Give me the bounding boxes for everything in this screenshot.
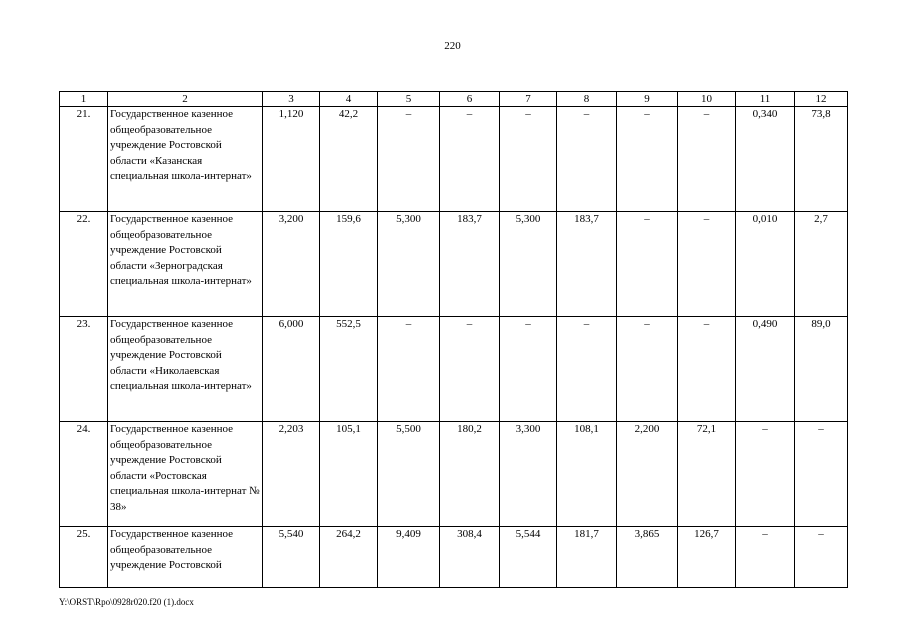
table-cell: 73,8 bbox=[795, 107, 848, 212]
header-cell: 1 bbox=[60, 92, 108, 107]
table-cell: 0,340 bbox=[736, 107, 795, 212]
table-cell: – bbox=[795, 422, 848, 527]
table-cell: – bbox=[378, 317, 440, 422]
table-cell: 72,1 bbox=[678, 422, 736, 527]
table-cell: 0,490 bbox=[736, 317, 795, 422]
header-row bbox=[60, 92, 848, 107]
table-row bbox=[60, 212, 848, 317]
table-cell: 2,200 bbox=[617, 422, 678, 527]
header-cell: 8 bbox=[557, 92, 617, 107]
row-number: 24. bbox=[60, 422, 108, 527]
header-cell: 5 bbox=[378, 92, 440, 107]
header-cell: 2 bbox=[108, 92, 263, 107]
data-table bbox=[59, 91, 848, 588]
table-cell: 0,010 bbox=[736, 212, 795, 317]
table-cell: – bbox=[678, 212, 736, 317]
table-cell: 5,540 bbox=[263, 527, 320, 588]
header-cell: 10 bbox=[678, 92, 736, 107]
table-row bbox=[60, 422, 848, 527]
institution-name: Государственное казенное общеобразовательное учреждение Ростовской bbox=[108, 527, 263, 588]
footer-file-path: Y:\ORST\Rpo\0928r020.f20 (1).docx bbox=[59, 597, 194, 607]
table-cell: 5,300 bbox=[378, 212, 440, 317]
header-cell: 3 bbox=[263, 92, 320, 107]
header-cell: 4 bbox=[320, 92, 378, 107]
table-cell: 180,2 bbox=[440, 422, 500, 527]
row-number: 23. bbox=[60, 317, 108, 422]
table-row bbox=[60, 317, 848, 422]
table-cell: – bbox=[557, 317, 617, 422]
table-cell: 126,7 bbox=[678, 527, 736, 588]
table-cell: – bbox=[378, 107, 440, 212]
table-cell: 89,0 bbox=[795, 317, 848, 422]
table-cell: 183,7 bbox=[440, 212, 500, 317]
table-cell: 181,7 bbox=[557, 527, 617, 588]
table-cell: – bbox=[736, 422, 795, 527]
table-cell: 2,7 bbox=[795, 212, 848, 317]
table-cell: – bbox=[617, 107, 678, 212]
table-row bbox=[60, 527, 848, 588]
row-number: 22. bbox=[60, 212, 108, 317]
table-cell: – bbox=[440, 107, 500, 212]
table-cell: 159,6 bbox=[320, 212, 378, 317]
table-cell: – bbox=[617, 317, 678, 422]
institution-name: Государственное казенное общеобразовательное учреждение Ростовской области «Ростовская специальная школа-интернат № 38» bbox=[108, 422, 263, 527]
table-cell: 5,500 bbox=[378, 422, 440, 527]
table-cell: 5,544 bbox=[500, 527, 557, 588]
table-cell: 552,5 bbox=[320, 317, 378, 422]
table-cell: – bbox=[736, 527, 795, 588]
table-cell: – bbox=[500, 317, 557, 422]
institution-name: Государственное казенное общеобразовательное учреждение Ростовской области «Николаевская специальная школа-интернат» bbox=[108, 317, 263, 422]
header-cell: 9 bbox=[617, 92, 678, 107]
table-cell: – bbox=[440, 317, 500, 422]
table-cell: 308,4 bbox=[440, 527, 500, 588]
table-row bbox=[60, 107, 848, 212]
table-cell: 105,1 bbox=[320, 422, 378, 527]
page-number: 220 bbox=[444, 40, 461, 52]
table-cell: 3,200 bbox=[263, 212, 320, 317]
table-cell: – bbox=[795, 527, 848, 588]
header-cell: 12 bbox=[795, 92, 848, 107]
row-number: 25. bbox=[60, 527, 108, 588]
table-cell: – bbox=[617, 212, 678, 317]
table-cell: 1,120 bbox=[263, 107, 320, 212]
table-cell: – bbox=[678, 107, 736, 212]
institution-name: Государственное казенное общеобразовательное учреждение Ростовской области «Казанская специальная школа-интернат» bbox=[108, 107, 263, 212]
institution-name: Государственное казенное общеобразовательное учреждение Ростовской области «Зерноградская специальная школа-интернат» bbox=[108, 212, 263, 317]
table-cell: 3,300 bbox=[500, 422, 557, 527]
table-cell: 2,203 bbox=[263, 422, 320, 527]
table-cell: 6,000 bbox=[263, 317, 320, 422]
table-cell: 9,409 bbox=[378, 527, 440, 588]
table-cell: 264,2 bbox=[320, 527, 378, 588]
table-cell: 183,7 bbox=[557, 212, 617, 317]
header-cell: 6 bbox=[440, 92, 500, 107]
table-cell: 42,2 bbox=[320, 107, 378, 212]
header-cell: 11 bbox=[736, 92, 795, 107]
table-cell: 108,1 bbox=[557, 422, 617, 527]
table-cell: 3,865 bbox=[617, 527, 678, 588]
table-cell: 5,300 bbox=[500, 212, 557, 317]
table-cell: – bbox=[500, 107, 557, 212]
table-cell: – bbox=[678, 317, 736, 422]
row-number: 21. bbox=[60, 107, 108, 212]
header-cell: 7 bbox=[500, 92, 557, 107]
table-cell: – bbox=[557, 107, 617, 212]
